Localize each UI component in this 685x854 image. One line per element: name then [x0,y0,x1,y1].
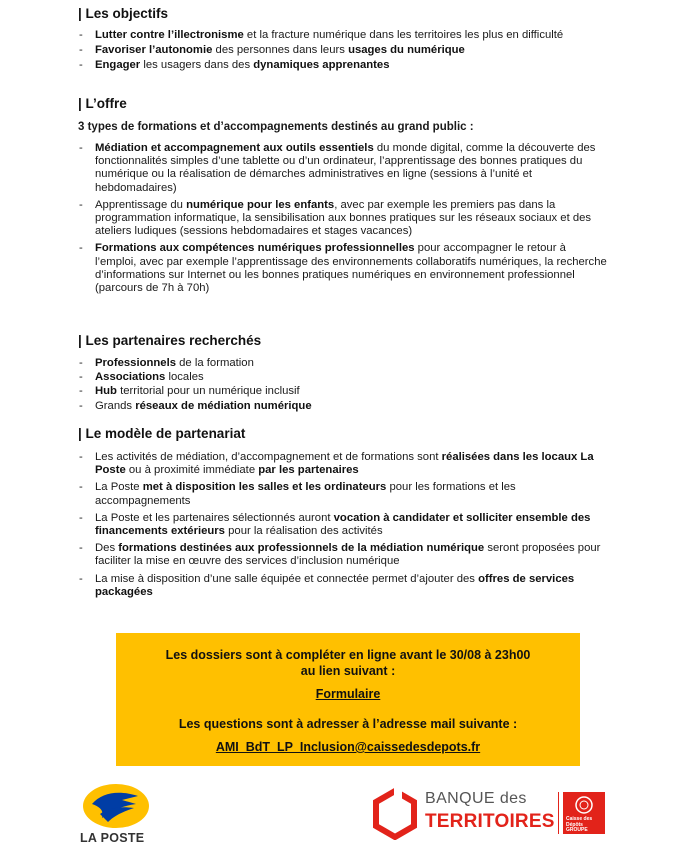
offre-intro: 3 types de formations et d’accompagnements destinés au grand public : [78,121,474,133]
list-item: - Médiation et accompagnement aux outils essentiels du monde digital, comme la découverte des fonctionnalités simples d’une tablette ou d’un ordinateur, l’apprentissage des bonnes pratiques du numérique ou la réalisation de démarches administratives en ligne (sessions à l’unité et hebdomadaires) [78,142,608,195]
objectifs-list [78,29,608,75]
contact-text: Les questions sont à adresser à l’adresse mail suivante : [178,717,518,731]
list-item: - La Poste met à disposition les salles et les ordinateurs pour les formations et les accompagnements [78,481,608,507]
list-item: - Professionnels de la formation [78,357,608,370]
list-item: - Lutter contre l’illectronisme et la fracture numérique dans les territoires les plus en difficulté [78,29,608,42]
list-item: - Hub territorial pour un numérique inclusif [78,385,608,398]
cdc-label: Caisse des Dépôts GROUPE [566,816,593,833]
section-title-partenaires: | Les partenaires recherchés [78,333,262,348]
email-link[interactable]: AMI_BdT_LP_Inclusion@caissedesdepots.fr [215,740,481,754]
list-item: - Apprentissage du numérique pour les enfants, avec par exemple les premiers pas dans la programmation informatique, la sensibilisation aux bonnes pratiques sur les réseaux sociaux et des ateliers ludiques (sessions hebdomadaires et stages vacances) [78,199,608,239]
bdt-wordmark-line2: TERRITOIRES [425,811,555,832]
list-item: - Formations aux compétences numériques professionnelles pour accompagner le retour à l’emploi, avec par exemple l’apprentissage des environnements collaboratifs numériques, la recherche d’informations sur Internet ou les bonnes pratiques numériques en environnement professionnel (parcours de 7h à 70h) [78,242,608,295]
list-item: - Associations locales [78,371,608,384]
la-poste-wordmark: LA POSTE [80,831,145,845]
form-link[interactable]: Formulaire [315,687,381,701]
deadline-text: Les dossiers sont à compléter en ligne avant le 30/08 à 23h00 [165,648,531,662]
list-item: - Les activités de médiation, d’accompagnement et de formations sont réalisées dans les locaux La Poste ou à proximité immédiate par les partenaires [78,451,608,477]
section-title-objectifs: | Les objectifs [78,6,169,21]
modele-list [78,451,608,601]
offre-list [78,142,608,297]
list-item: - La mise à disposition d’une salle équipée et connectée permet d’ajouter des offres de services packagées [78,573,608,599]
deadline-text-2: au lien suivant : [300,664,396,678]
list-item: - Grands réseaux de médiation numérique [78,400,608,413]
partenaires-list [78,357,608,415]
section-title-modele: | Le modèle de partenariat [78,426,246,441]
list-item: - Engager les usagers dans des dynamiques apprenantes [78,59,608,72]
deadline-info-box [116,633,580,766]
logo-separator [558,792,559,834]
hexagon-icon [372,788,418,840]
list-item: - La Poste et les partenaires sélectionnés auront vocation à candidater et solliciter ensemble des financements extérieurs pour la réalisation des activités [78,512,608,538]
list-item: - Favoriser l’autonomie des personnes dans leurs usages du numérique [78,44,608,57]
section-title-offre: | L’offre [78,96,127,111]
list-item: - Des formations destinées aux professionnels de la médiation numérique seront proposées pour faciliter la mise en œuvre des services d’inclusion numérique [78,542,608,568]
bdt-wordmark-line1: BANQUE des [425,790,527,807]
cdc-seal-icon [574,795,594,815]
banque-des-territoires-logo [370,786,610,842]
caisse-des-depots-badge [563,792,605,834]
la-poste-bird-icon [78,782,158,832]
